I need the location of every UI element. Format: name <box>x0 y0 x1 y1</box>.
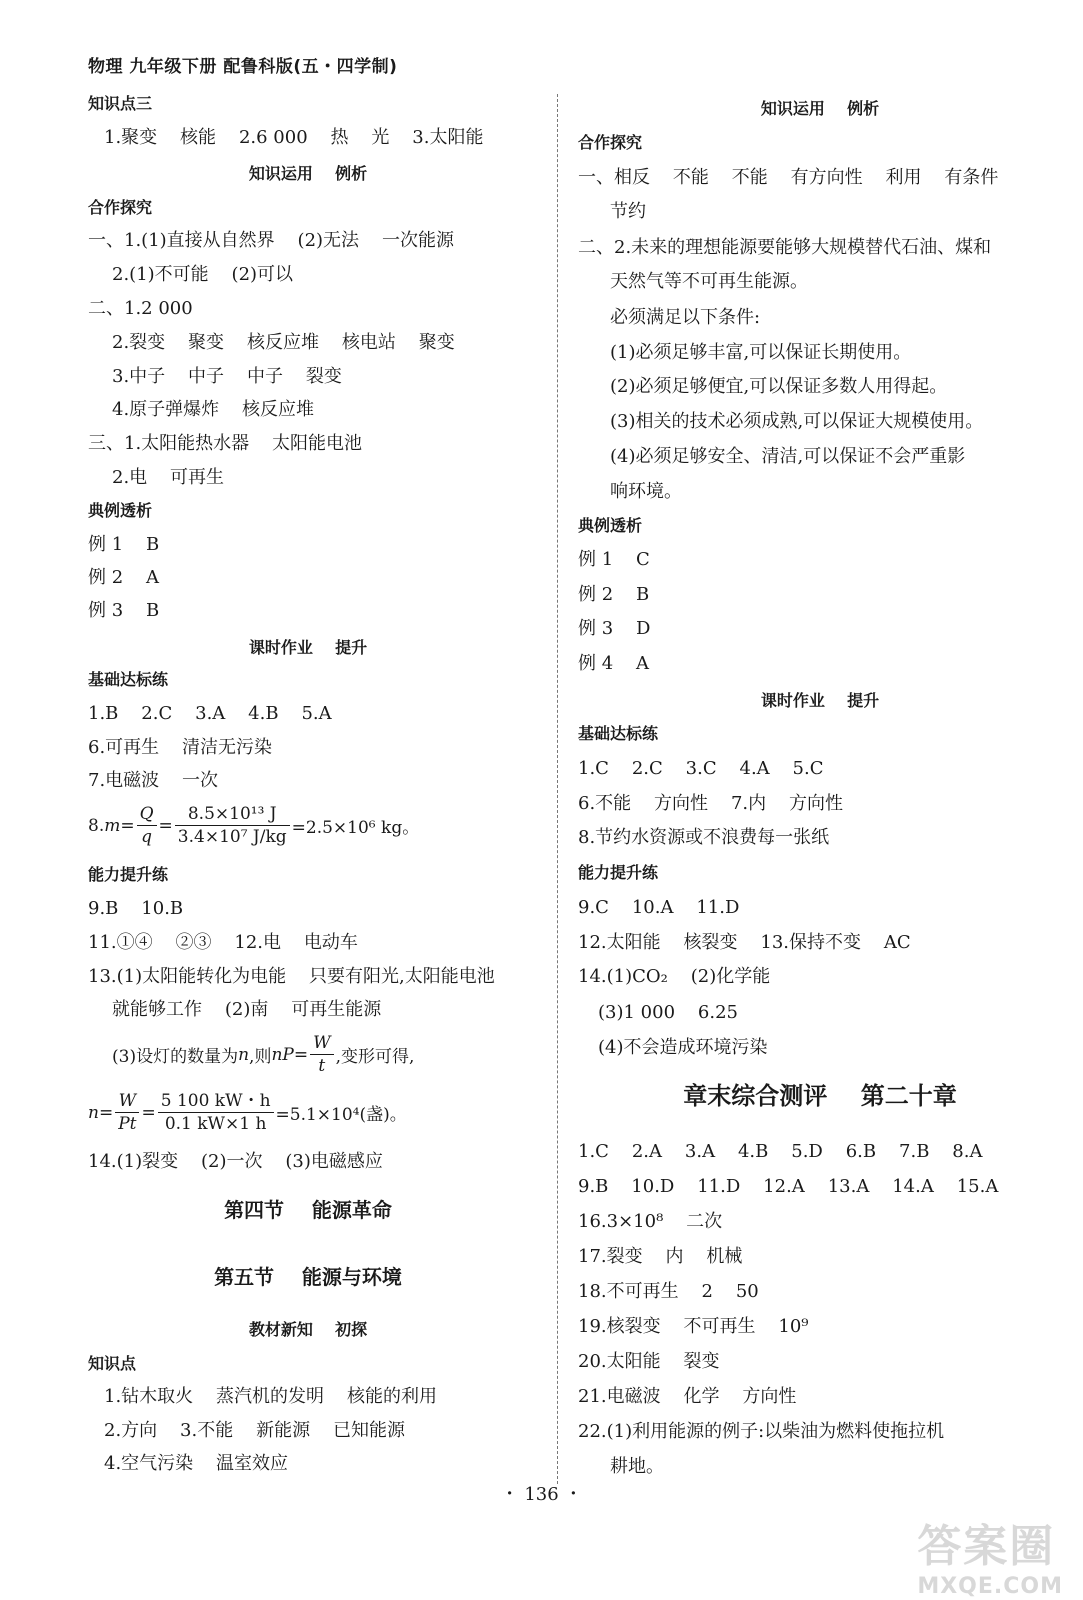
watermark-logo: 答案圈 <box>917 1521 1056 1572</box>
answer-line: 18.不可再生 2 50 <box>578 1281 759 1302</box>
answer-line: 2.(1)不可能 (2)可以 <box>112 264 294 285</box>
example-answer: 例 3 D <box>578 618 651 639</box>
section-heading: 合作探究 <box>88 198 153 217</box>
example-answer: 例 1 C <box>578 549 650 570</box>
formula-text: = <box>158 815 173 836</box>
formula-text: = <box>98 1102 114 1123</box>
answer-line: (2)必须足够便宜,可以保证多数人用得起。 <box>610 376 948 397</box>
answer-line: 21.电磁波 化学 方向性 <box>578 1386 797 1407</box>
formula-text: 8. <box>88 815 105 836</box>
example-answer: 例 2 B <box>578 584 650 605</box>
formula-text: = <box>141 1102 156 1123</box>
formula-text: =5.1×10⁴(盏)。 <box>275 1105 407 1125</box>
answer-line: 16.3×10⁸ 二次 <box>578 1211 723 1232</box>
formula-q8 <box>88 803 419 848</box>
answer-line: 天然气等不可再生能源。 <box>610 271 808 292</box>
formula-text: m <box>104 815 121 836</box>
answer-line: 1.B 2.C 3.A 4.B 5.A <box>88 703 332 724</box>
numerator: W <box>115 1090 139 1113</box>
example-answer: 例 4 A <box>578 653 650 674</box>
answer-line: 8.节约水资源或不浪费每一张纸 <box>578 827 830 848</box>
answer-line: 17.裂变 内 机械 <box>578 1246 743 1267</box>
denominator: t <box>318 1056 326 1076</box>
answer-line: 12.太阳能 核裂变 13.保持不变 AC <box>578 932 911 953</box>
numerator: 8.5×10¹³ J <box>175 803 290 826</box>
answer-line: 1.C 2.A 3.A 4.B 5.D 6.B 7.B 8.A <box>578 1141 983 1162</box>
answer-line: 22.(1)利用能源的例子:以柴油为燃料使拖拉机 <box>578 1421 945 1442</box>
example-answer: 例 1 B <box>88 534 160 555</box>
answer-line: 9.B 10.B <box>88 898 184 919</box>
numerator: 5 100 kW・h <box>158 1090 274 1113</box>
formula-text: = <box>120 815 135 836</box>
answer-line: 20.太阳能 裂变 <box>578 1351 720 1372</box>
answer-line: 6.不能 方向性 7.内 方向性 <box>578 793 844 814</box>
answer-line: 1.聚变 核能 2.6 000 热 光 3.太阳能 <box>104 127 484 148</box>
answer-line: (4)必须足够安全、清洁,可以保证不会严重影 <box>610 446 966 467</box>
formula-text: nP <box>271 1044 294 1065</box>
answer-line: 19.核裂变 不可再生 10⁹ <box>578 1316 809 1337</box>
example-answer: 例 2 A <box>88 567 160 588</box>
formula-q13-b <box>88 1090 407 1135</box>
formula-text: n <box>238 1044 250 1065</box>
section-title: 第五节 能源与环境 <box>214 1265 402 1289</box>
subsection-heading: 知识运用 例析 <box>248 164 368 183</box>
section-heading: 基础达标练 <box>578 724 659 743</box>
answer-line: 响环境。 <box>610 481 682 502</box>
answer-line: 4.空气污染 温室效应 <box>104 1453 289 1474</box>
section-heading: 知识点 <box>88 1354 137 1373</box>
subsection-heading: 教材新知 初探 <box>248 1320 368 1339</box>
answer-line: 13.(1)太阳能转化为电能 只要有阳光,太阳能电池 <box>88 966 495 987</box>
answer-line: 三、1.太阳能热水器 太阳能电池 <box>88 433 363 454</box>
section-heading: 典例透析 <box>578 516 643 535</box>
formula-text: ,变形可得, <box>335 1047 415 1067</box>
answer-line: 必须满足以下条件: <box>610 307 761 328</box>
answer-line: 二、1.2 000 <box>88 298 193 319</box>
fraction <box>158 1090 274 1135</box>
section-heading: 知识点三 <box>88 94 153 113</box>
numerator: Q <box>137 803 157 826</box>
section-heading: 能力提升练 <box>578 863 659 882</box>
answer-line: 14.(1)CO₂ (2)化学能 <box>578 966 771 987</box>
answer-line: 7.电磁波 一次 <box>88 770 219 791</box>
answer-line: 3.中子 中子 中子 裂变 <box>112 366 342 387</box>
formula-text: ,则 <box>249 1047 272 1067</box>
answer-line: 2.电 可再生 <box>112 467 225 488</box>
formula-text: n <box>88 1102 99 1123</box>
fraction <box>310 1032 333 1077</box>
answer-line: 1.钻木取火 蒸汽机的发明 核能的利用 <box>104 1386 437 1407</box>
answer-line: (4)不会造成环境污染 <box>598 1037 768 1058</box>
subsection-heading: 课时作业 提升 <box>760 691 880 710</box>
answer-line: 就能够工作 (2)南 可再生能源 <box>112 999 382 1020</box>
fraction <box>137 803 157 848</box>
answer-line: 6.可再生 清洁无污染 <box>88 737 273 758</box>
page-header: 物理 九年级下册 配鲁科版(五・四学制) <box>88 57 398 77</box>
fraction <box>115 1090 139 1135</box>
answer-line: 2.裂变 聚变 核反应堆 核电站 聚变 <box>112 332 455 353</box>
answer-line: 二、2.未来的理想能源要能够大规模替代石油、煤和 <box>578 237 992 258</box>
answer-line: 节约 <box>610 201 646 222</box>
answer-line: 14.(1)裂变 (2)一次 (3)电磁感应 <box>88 1151 383 1172</box>
watermark <box>917 1510 1063 1599</box>
formula-text: =2.5×10⁶ kg。 <box>291 818 420 838</box>
section-heading: 合作探究 <box>578 133 643 152</box>
answer-line: 9.C 10.A 11.D <box>578 897 740 918</box>
denominator: 0.1 kW×1 h <box>164 1114 267 1134</box>
answer-line: 一、相反 不能 不能 有方向性 利用 有条件 <box>578 167 999 188</box>
example-answer: 例 3 B <box>88 600 160 621</box>
subsection-heading: 课时作业 提升 <box>248 638 368 657</box>
fraction <box>175 803 290 848</box>
chapter-title: 章末综合测评 第二十章 <box>683 1082 957 1110</box>
watermark-url: MXQE.COM <box>917 1574 1063 1599</box>
answer-line: 4.原子弹爆炸 核反应堆 <box>112 399 315 420</box>
answer-line: 耕地。 <box>610 1456 664 1477</box>
formula-text: = <box>293 1044 309 1065</box>
answer-line: (1)必须足够丰富,可以保证长期使用。 <box>610 342 912 363</box>
section-heading: 典例透析 <box>88 501 153 520</box>
formula-q13-a <box>112 1032 414 1077</box>
section-heading: 基础达标练 <box>88 670 169 689</box>
answer-line: 2.方向 3.不能 新能源 已知能源 <box>104 1420 406 1441</box>
formula-text: (3)设灯的数量为 <box>112 1047 239 1067</box>
subsection-heading: 知识运用 例析 <box>760 99 880 118</box>
denominator: q <box>141 827 153 847</box>
page-number: ・ 136 ・ <box>500 1484 583 1505</box>
denominator: Pt <box>118 1114 137 1134</box>
denominator: 3.4×10⁷ J/kg <box>177 827 287 847</box>
answer-line: 11.①④ ②③ 12.电 电动车 <box>88 932 358 953</box>
answer-line: 1.C 2.C 3.C 4.A 5.C <box>578 758 824 779</box>
answer-line: 9.B 10.D 11.D 12.A 13.A 14.A 15.A <box>578 1176 999 1197</box>
section-title: 第四节 能源革命 <box>224 1198 392 1222</box>
answer-line: (3)1 000 6.25 <box>598 1002 738 1023</box>
answer-line: 一、1.(1)直接从自然界 (2)无法 一次能源 <box>88 230 454 251</box>
numerator: W <box>310 1032 333 1055</box>
section-heading: 能力提升练 <box>88 865 169 884</box>
column-divider <box>557 94 558 1484</box>
answer-line: (3)相关的技术必须成熟,可以保证大规模使用。 <box>610 411 984 432</box>
